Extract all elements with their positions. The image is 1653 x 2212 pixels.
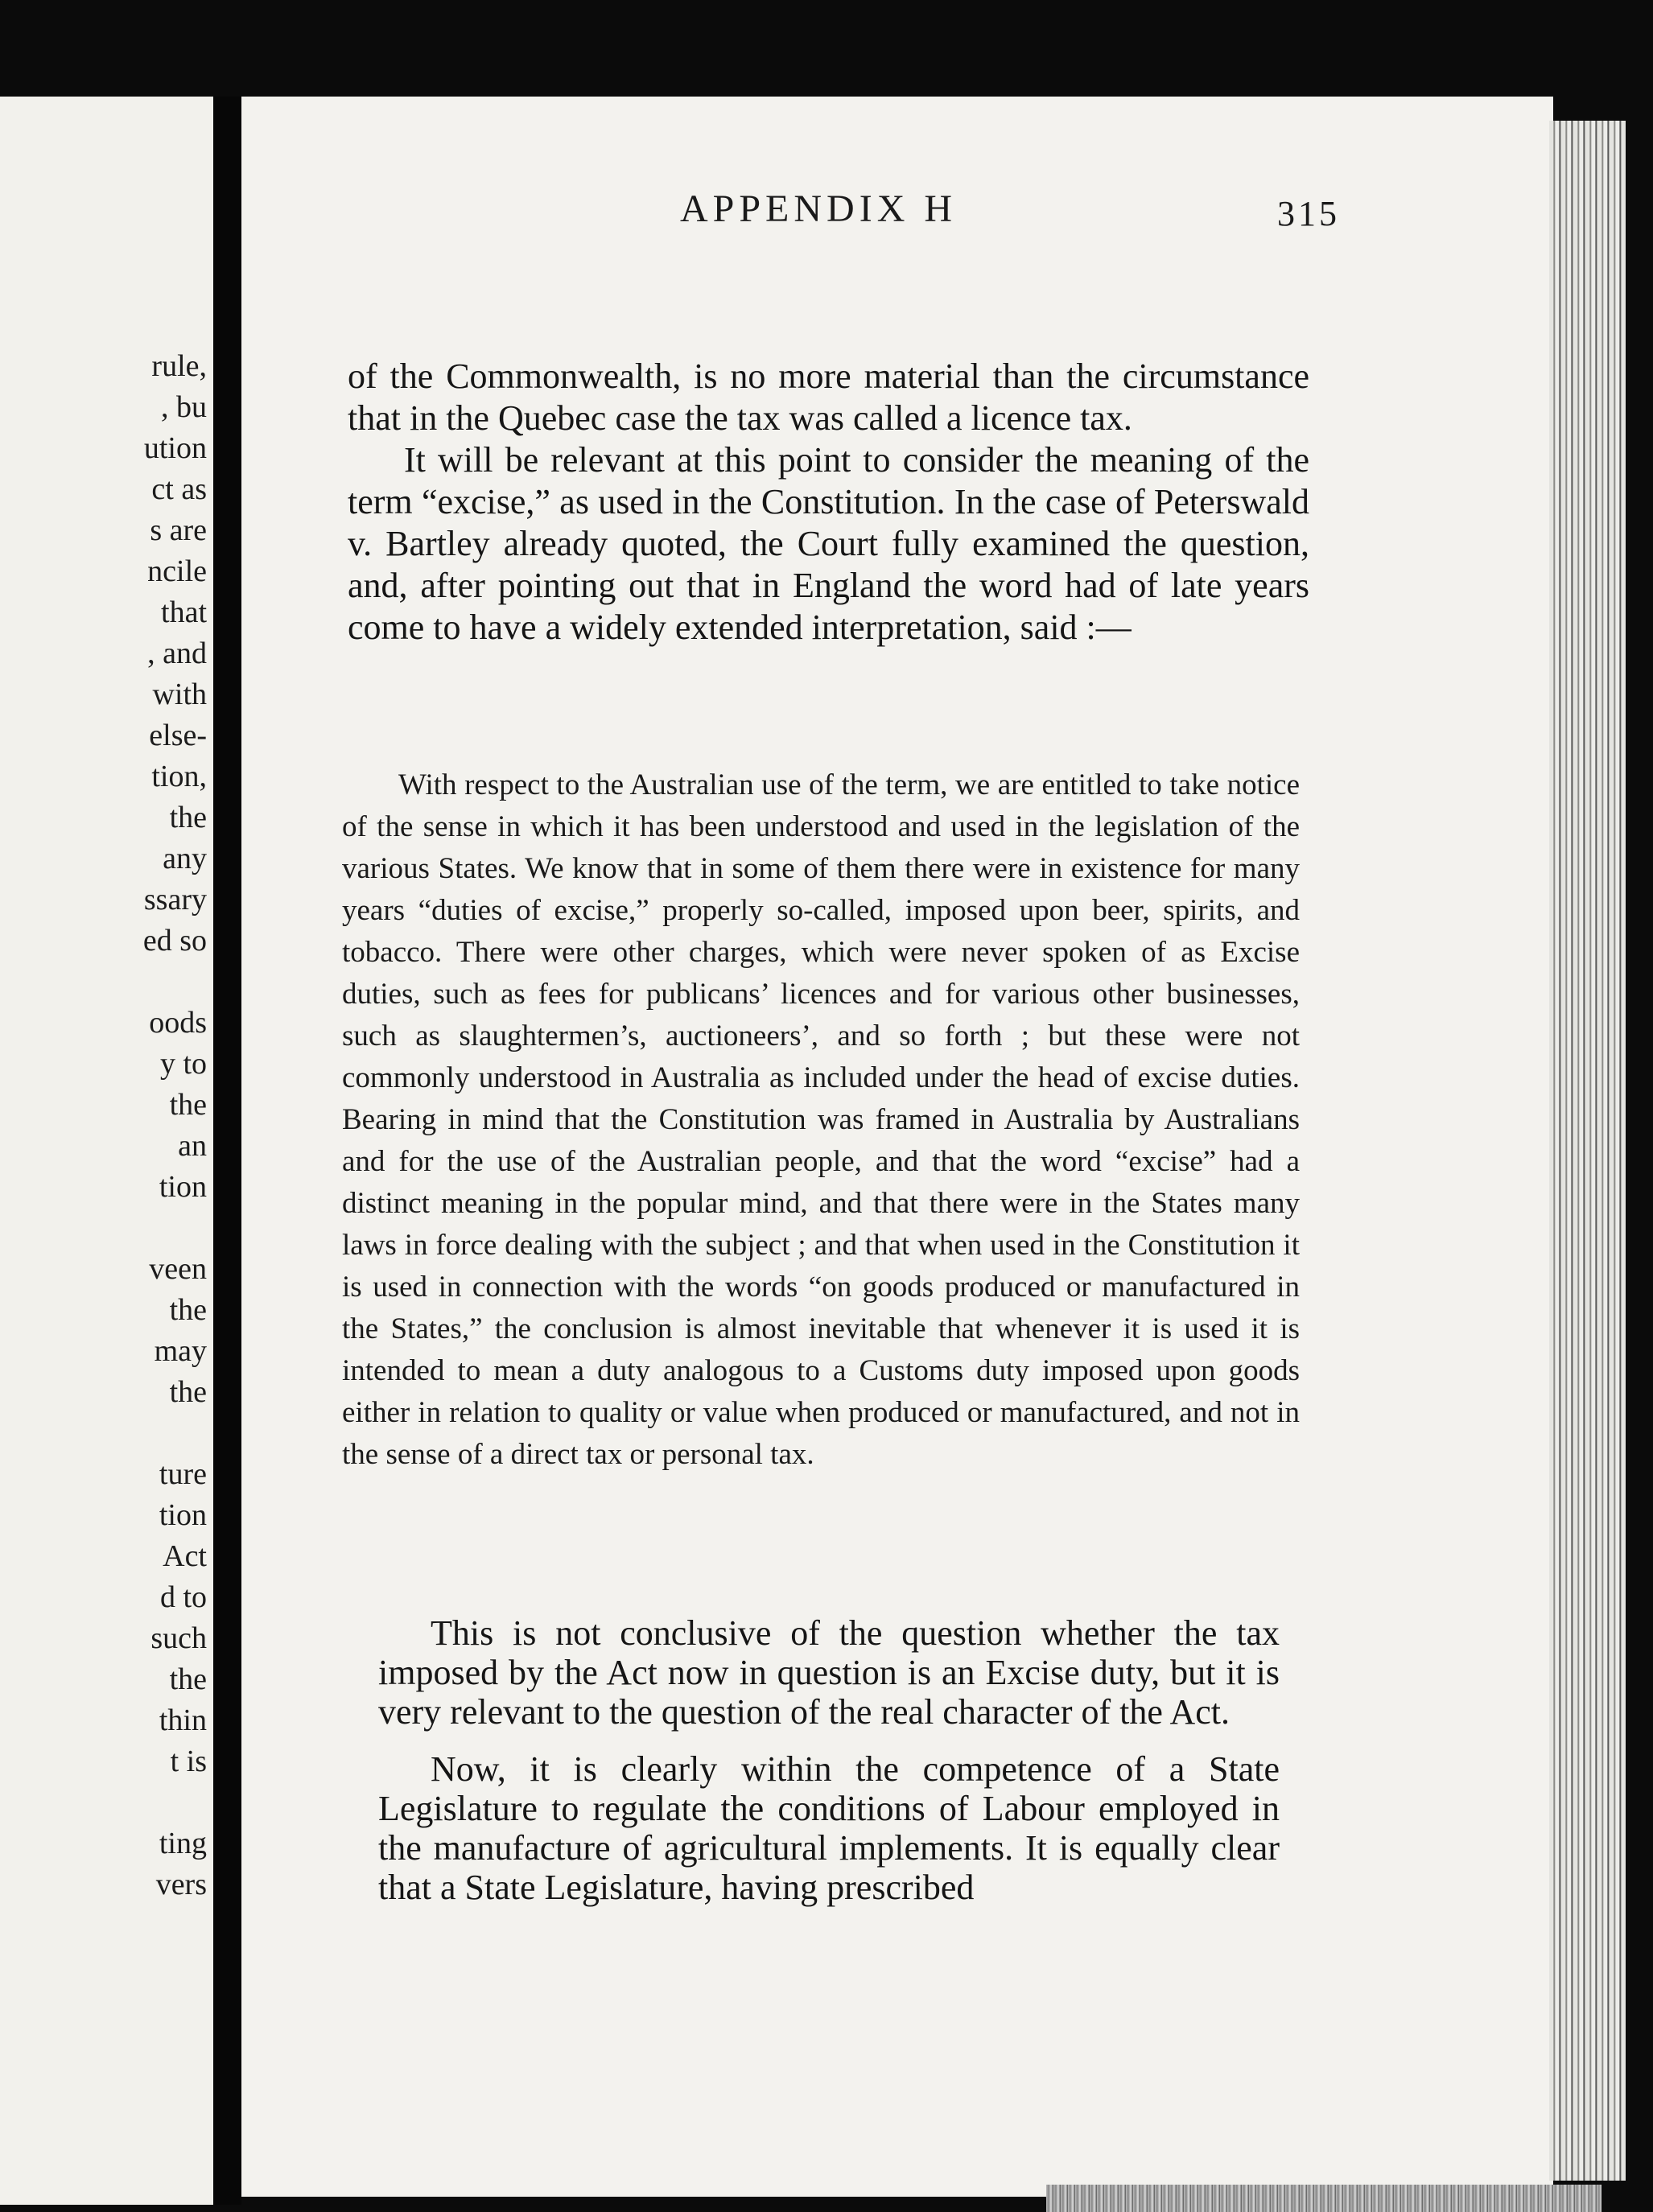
left-page-line: that bbox=[161, 595, 207, 629]
left-page-line: oods bbox=[149, 1006, 207, 1040]
left-page-line: with bbox=[152, 678, 207, 711]
page-header bbox=[431, 187, 1340, 243]
left-page-line bbox=[14, 1782, 207, 1823]
left-page-line: veen bbox=[149, 1252, 207, 1286]
left-page-line: an bbox=[178, 1129, 207, 1163]
left-page-line: ution bbox=[143, 431, 207, 465]
left-page-line: , bu bbox=[161, 390, 207, 424]
left-page-line: such bbox=[150, 1621, 207, 1655]
left-page-text bbox=[14, 346, 207, 1905]
left-page-line: ting bbox=[159, 1827, 207, 1860]
block-quote: With respect to the Australian use of the term, we are entitled to take notice of the sense in which it has been understood and used in the legislation of the various States. We know that in some of them there were in existence for many years “duties of excise,” properly so-called, imposed upon beer, spirits, and tobacco. There were other charges, which were never spoken of as Excise duties, such as fees for publicans’ licences and for various other businesses, such as slaughtermen’s, auctioneers’, and so forth ; but these were not commonly understood in Australia as included under the head of excise duties. Bearing in mind that the Constitution was framed in Australia by Australians and for the use of the Australian people, and that the word “excise” had a distinct meaning in the popular mind, and that there were in the States many laws in force dealing with the subject ; and that when used in the Constitution it is used in connection with the words “on goods produced or manufactured in the States,” the conclusion is almost inevitable that whenever it is used it is intended to mean a duty analogous to a Customs duty imposed upon goods either in relation to quality or value when produced or manufactured, and not in the sense of a direct tax or personal tax. bbox=[342, 768, 1300, 1471]
paragraph: Now, it is clearly within the competence of a State Legislature to regulate the conditions of Labour employed in the manufacture of agricultural implements. It is equally clear that a State Legislature, having prescribed bbox=[378, 1749, 1280, 1907]
left-page-line: ed so bbox=[142, 924, 207, 958]
paragraph: It will be relevant at this point to consider the meaning of the term “excise,” as used in the Constitution. In the case of Peterswald v. Bartley already quoted, the Court fully examined the question, and, after pointing out that in England the word had of late years come to have a widely extended interpretation, said :— bbox=[348, 440, 1309, 647]
left-page-line: ncile bbox=[147, 554, 207, 588]
left-page-line: t is bbox=[170, 1744, 207, 1778]
left-page-line: the bbox=[169, 1293, 207, 1327]
left-page-line: thin bbox=[159, 1703, 207, 1737]
left-page-line: , and bbox=[147, 636, 207, 670]
left-page-line: tion, bbox=[151, 760, 207, 793]
left-page-line: tion bbox=[159, 1498, 207, 1532]
left-page-line: the bbox=[169, 1375, 207, 1409]
left-page-line: Act bbox=[163, 1539, 207, 1573]
left-page-line: ssary bbox=[143, 883, 207, 917]
left-page-line: tion bbox=[159, 1170, 207, 1204]
paragraph: of the Commonwealth, is no more material than the circumstance that in the Quebec case the tax was called a licence tax. bbox=[348, 356, 1309, 438]
left-page-line: d to bbox=[159, 1580, 207, 1614]
body-text-top bbox=[348, 356, 1309, 649]
left-page-line: rule, bbox=[151, 349, 207, 383]
left-page-line: vers bbox=[155, 1868, 207, 1901]
left-page-line: ct as bbox=[151, 472, 207, 506]
left-page-line: ture bbox=[159, 1457, 207, 1491]
running-head: APPENDIX H bbox=[680, 187, 958, 230]
left-page-line: the bbox=[169, 1088, 207, 1122]
page-edges bbox=[1549, 121, 1626, 2181]
left-page-line: the bbox=[169, 801, 207, 834]
left-page-line: may bbox=[154, 1334, 207, 1368]
left-page-line: the bbox=[169, 1662, 207, 1696]
left-page-line: any bbox=[163, 842, 207, 875]
left-page-line bbox=[14, 1208, 207, 1249]
page-number: 315 bbox=[1277, 194, 1340, 233]
left-page-line: y to bbox=[159, 1047, 207, 1081]
book-gutter bbox=[213, 97, 241, 2205]
paragraph: This is not conclusive of the question whether the tax imposed by the Act now in question is an Excise duty, but it is very relevant to the question of the real character of the Act. bbox=[378, 1613, 1280, 1732]
bottom-page-edges bbox=[1046, 2185, 1601, 2212]
left-page-line bbox=[14, 962, 207, 1003]
left-page-line: else- bbox=[149, 719, 207, 752]
left-page-line bbox=[14, 1413, 207, 1454]
left-page-line: s are bbox=[150, 513, 207, 547]
left-page-fragment bbox=[0, 97, 213, 2205]
body-text-bottom bbox=[378, 1613, 1280, 1907]
